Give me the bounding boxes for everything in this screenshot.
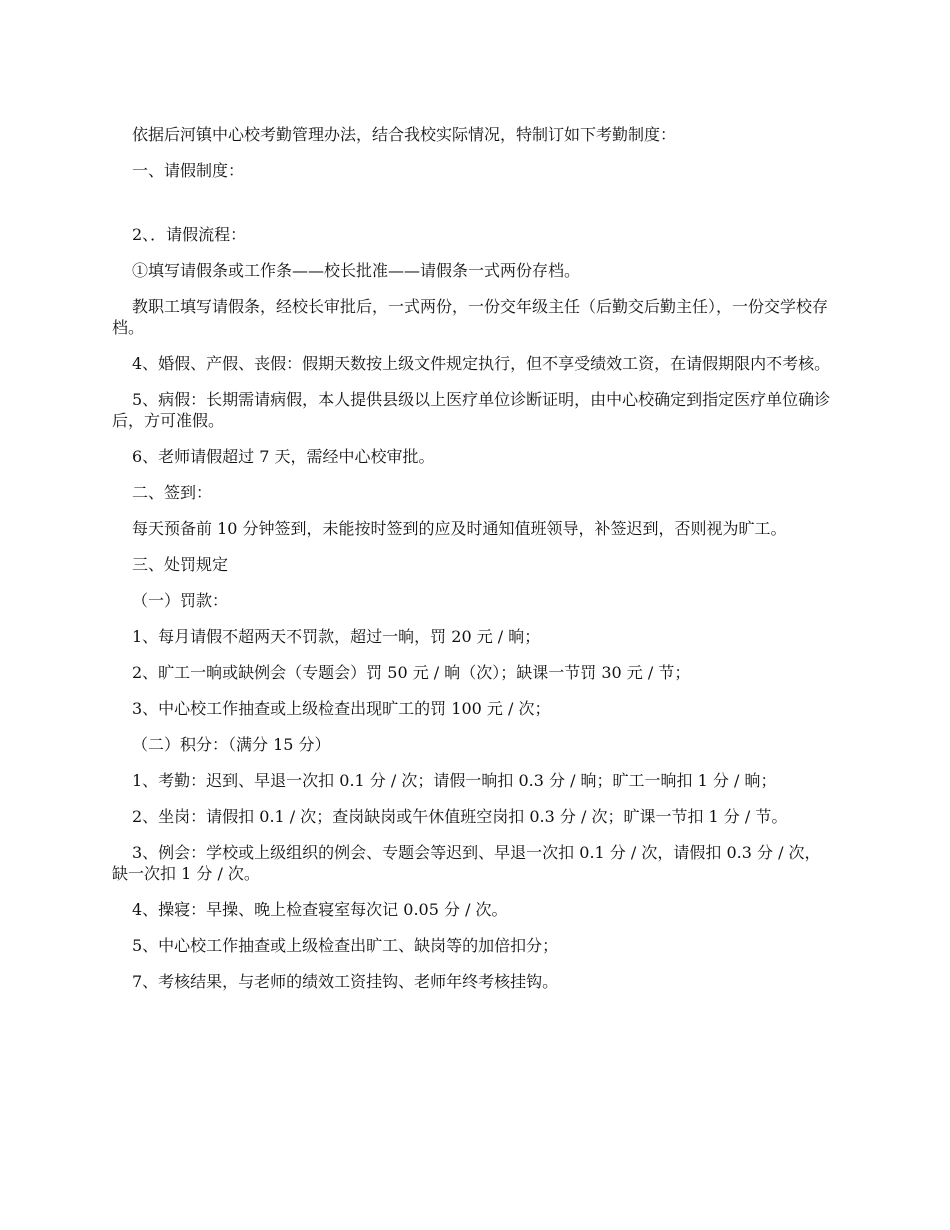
subsection-fines: （一）罚款： xyxy=(132,591,229,610)
fine-rule-2: 2、旷工一晌或缺例会（专题会）罚 50 元 / 晌（次）；缺课一节罚 30 元 / 节； xyxy=(132,663,691,682)
leave-process-heading: 2、．请假流程： xyxy=(132,225,247,244)
document-body xyxy=(112,124,834,1007)
section-heading-signin: 二、签到： xyxy=(132,483,213,502)
fine-rule-1: 1、每月请假不超两天不罚款，超过一晌，罚 20 元 / 晌； xyxy=(132,627,541,646)
points-rule-dorm: 4、操寝：早操、晚上检查寝室每次记 0.05 分 / 次。 xyxy=(132,900,508,919)
fine-rule-3: 3、中心校工作抽查或上级检查出现旷工的罚 100 元 / 次； xyxy=(132,699,551,718)
leave-process-detail: 教职工填写请假条，经校长审批后，一式两份，一份交年级主任（后勤交后勤主任），一份交学校存档。 xyxy=(112,297,829,337)
points-rule-attendance: 1、考勤：迟到、早退一次扣 0.1 分 / 次；请假一晌扣 0.3 分 / 晌；旷工一晌扣 1 分 / 晌； xyxy=(132,771,777,790)
rule-marriage-leave: 4、婚假、产假、丧假：假期天数按上级文件规定执行，但不享受绩效工资，在请假期限内不考核。 xyxy=(132,354,831,373)
subsection-points: （二）积分：（满分 15 分） xyxy=(132,735,331,754)
rule-long-leave: 6、老师请假超过 7 天，需经中心校审批。 xyxy=(132,447,435,466)
assessment-result: 7、考核结果，与老师的绩效工资挂钩、老师年终考核挂钩。 xyxy=(132,972,559,991)
intro-paragraph: 依据后河镇中心校考勤管理办法，结合我校实际情况，特制订如下考勤制度： xyxy=(132,125,677,144)
leave-process-step: ①填写请假条或工作条——校长批准——请假条一式两份存档。 xyxy=(132,261,581,280)
rule-sick-leave: 5、病假：长期需请病假，本人提供县级以上医疗单位诊断证明，由中心校确定到指定医疗单位确诊后，方可准假。 xyxy=(112,390,831,430)
points-rule-post: 2、坐岗：请假扣 0.1 / 次；查岗缺岗或午休值班空岗扣 0.3 分 / 次；旷课一节扣 1 分 / 节。 xyxy=(132,807,788,826)
points-rule-meeting: 3、例会：学校或上级组织的例会、专题会等迟到、早退一次扣 0.1 分 / 次，请假扣 0.3 分 / 次，缺一次扣 1 分 / 次。 xyxy=(112,843,821,883)
section-heading-leave: 一、请假制度： xyxy=(132,161,245,180)
signin-rule: 每天预备前 10 分钟签到，未能按时签到的应及时通知值班领导，补签迟到，否则视为旷工。 xyxy=(132,519,787,538)
section-heading-penalty: 三、处罚规定 xyxy=(132,555,229,574)
points-rule-double: 5、中心校工作抽查或上级检查出旷工、缺岗等的加倍扣分； xyxy=(132,936,559,955)
